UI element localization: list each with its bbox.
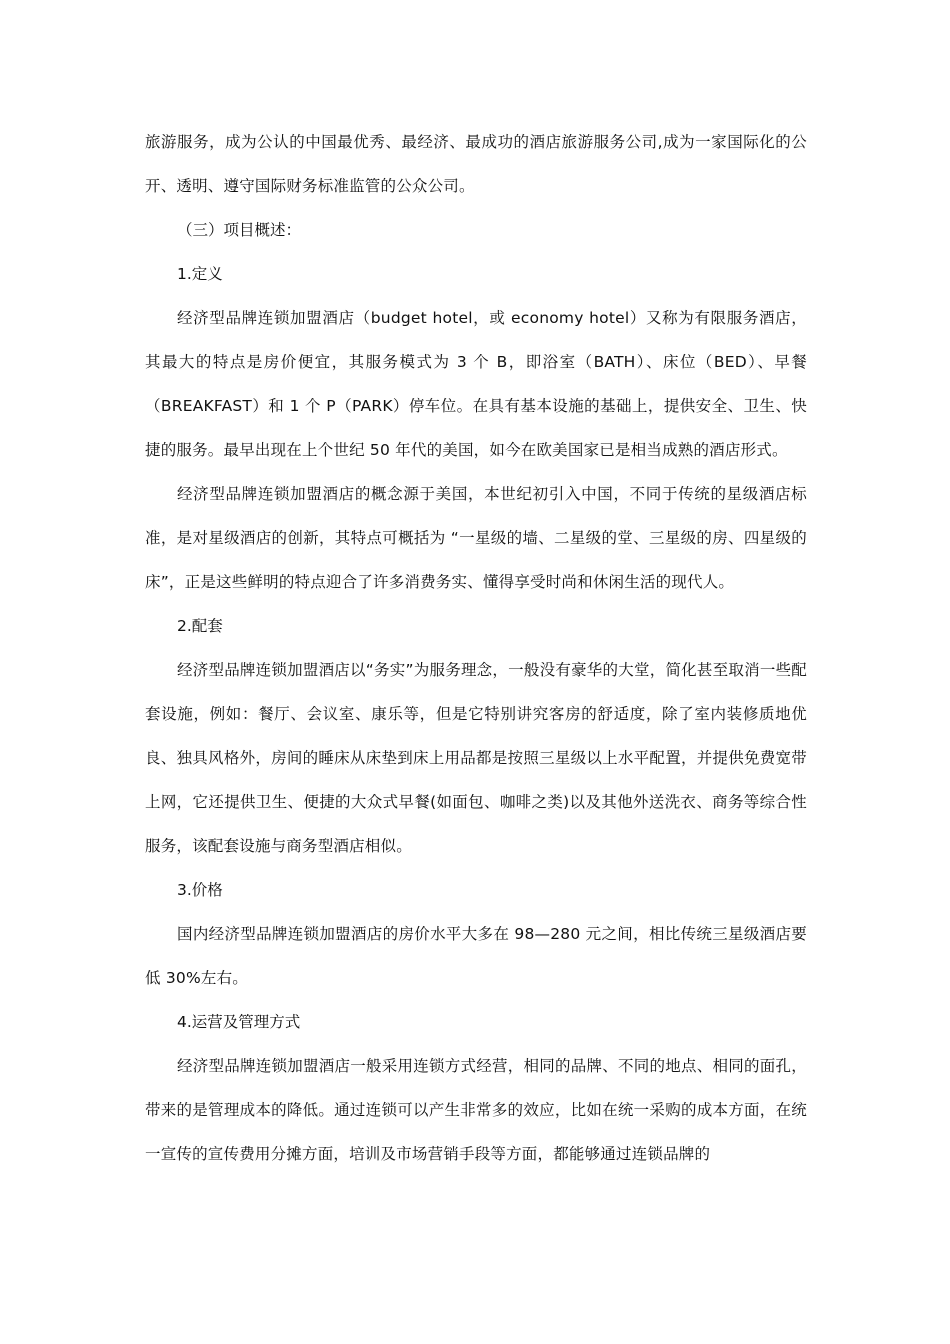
definition-paragraph-1: 经济型品牌连锁加盟酒店（budget hotel，或 economy hotel）又称为有限服务酒店，其最大的特点是房价便宜，其服务模式为 3 个 B，即浴室（BATH）、床位（BED）、早餐（BREAKFAST）和 1 个 P（PARK）停车位。在具有基本设施的基础上，提供安全、卫生、快捷的服务。最早出现在上个世纪 50 年代的美国，如今在欧美国家已是相当成熟的酒店形式。: [145, 309, 807, 459]
definition-paragraph-2: 经济型品牌连锁加盟酒店的概念源于美国，本世纪初引入中国，不同于传统的星级酒店标准，是对星级酒店的创新，其特点可概括为 “一星级的墙、二星级的堂、三星级的房、四星级的床”，正是这些鲜明的特点迎合了许多消费务实、懂得享受时尚和休闲生活的现代人。: [145, 485, 807, 591]
heading-operation: 4.运营及管理方式: [177, 1013, 301, 1031]
section-title: （三）项目概述：: [177, 221, 302, 239]
intro-paragraph: 旅游服务，成为公认的中国最优秀、最经济、最成功的酒店旅游服务公司,成为一家国际化的公开、透明、遵守国际财务标准监管的公众公司。: [145, 133, 807, 195]
heading-price: 3.价格: [177, 881, 223, 899]
operation-paragraph: 经济型品牌连锁加盟酒店一般采用连锁方式经营，相同的品牌、不同的地点、相同的面孔，带来的是管理成本的降低。通过连锁可以产生非常多的效应，比如在统一采购的成本方面，在统一宣传的宣传费用分摊方面，培训及市场营销手段等方面，都能够通过连锁品牌的: [145, 1057, 807, 1163]
heading-definition: 1.定义: [177, 265, 223, 283]
document-body: [145, 120, 807, 1176]
facilities-paragraph: 经济型品牌连锁加盟酒店以“务实”为服务理念，一般没有豪华的大堂，简化甚至取消一些配套设施，例如：餐厅、会议室、康乐等，但是它特别讲究客房的舒适度，除了室内装修质地优良、独具风格外，房间的睡床从床垫到床上用品都是按照三星级以上水平配置，并提供免费宽带上网，它还提供卫生、便捷的大众式早餐(如面包、咖啡之类)以及其他外送洗衣、商务等综合性服务，该配套设施与商务型酒店相似。: [145, 661, 807, 855]
heading-facilities: 2.配套: [177, 617, 223, 635]
price-paragraph: 国内经济型品牌连锁加盟酒店的房价水平大多在 98—280 元之间，相比传统三星级酒店要低 30%左右。: [145, 925, 807, 987]
